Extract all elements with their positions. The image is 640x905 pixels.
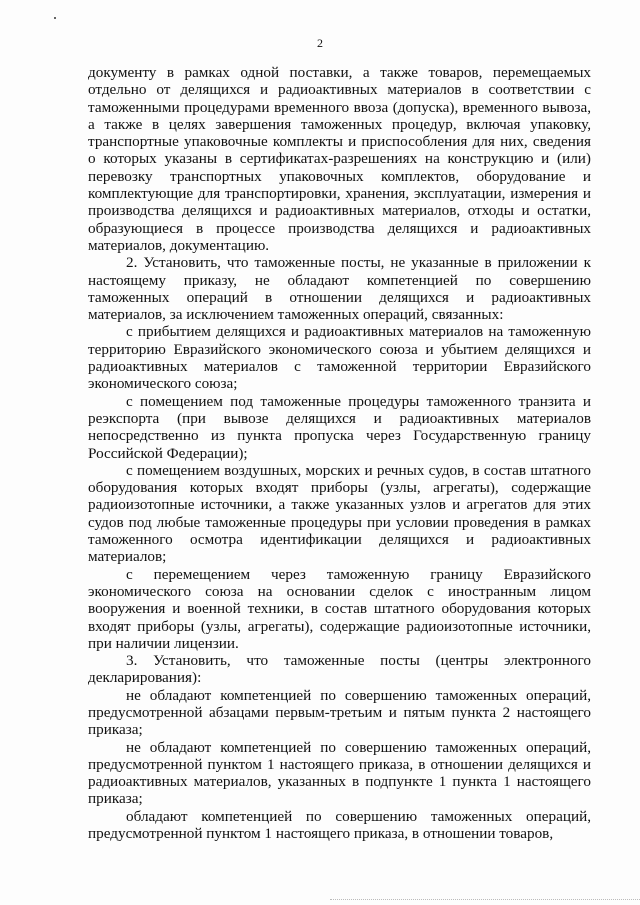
- page-number: 2: [317, 36, 323, 50]
- paragraph-has-competence: обладают компетенцией по совершению таможенных операций, предусмотренной пунктом 1 настоящего приказа, в отношении товаров,: [88, 807, 591, 843]
- paragraph-continuation: документу в рамках одной поставки, а также товаров, перемещаемых отдельно от делящихся и радиоактивных материалов в соответствии с таможенными процедурами временного ввоза (допуска), временного вывоза, а также в целях завершения таможенных процедур, включая упаковку, транспортные упаковочные комплекты и приспособления для них, сведения о которых указаны в сертификатах-разрешениях на конструкцию и (или) перевозку транспортных упаковочных комплектов, оборудование и комплектующие для транспортировки, хранения, эксплуатации, измерения и производства делящихся и радиоактивных материалов, отходы и остатки, образующиеся в процессе производства делящихся и радиоактивных материалов, документацию.: [88, 64, 591, 254]
- document-body: [88, 64, 591, 842]
- scan-edge-line: [330, 899, 640, 901]
- paragraph-item-3: 3. Установить, что таможенные посты (центры электронного декларирования):: [88, 652, 591, 687]
- paragraph-arrival-departure: с прибытием делящихся и радиоактивных материалов на таможенную территорию Евразийского экономического союза и убытием делящихся и радиоактивных материалов с таможенной территории Евразийского экономического союза;: [88, 323, 591, 393]
- paragraph-weapons: с перемещением через таможенную границу Евразийского экономического союза на основании сделок с иностранным лицом вооружения и военной техники, в состав штатного оборудования которых входят приборы (узлы, агрегаты), содержащие радиоизотопные источники, при наличии лицензии.: [88, 565, 591, 652]
- scan-speck: [54, 17, 56, 19]
- paragraph-vessels: с помещением воздушных, морских и речных судов, в состав штатного оборудования которых входят приборы (узлы, агрегаты), содержащие радиоизотопные источники, а также указанных узлов и агрегатов для этих судов под любые таможенные процедуры при условии проведения в рамках таможенного осмотра идентификации делящихся и радиоактивных материалов;: [88, 461, 591, 566]
- paragraph-no-competence-1: не обладают компетенцией по совершению таможенных операций, предусмотренной абзацами первым-третьим и пятым пункта 2 настоящего приказа;: [88, 686, 591, 739]
- paragraph-transit-reexport: с помещением под таможенные процедуры таможенного транзита и реэкспорта (при вывозе делящихся и радиоактивных материалов непосредственно из пункта пропуска через Государственную границу Российской Федерации);: [88, 392, 591, 462]
- paragraph-no-competence-2: не обладают компетенцией по совершению таможенных операций, предусмотренной пунктом 1 настоящего приказа, в отношении делящихся и радиоактивных материалов, указанных в подпункте 1 пункта 1 настоящего приказа;: [88, 738, 591, 808]
- paragraph-item-2: 2. Установить, что таможенные посты, не указанные в приложении к настоящему приказу, не обладают компетенцией по совершению таможенных операций в отношении делящихся и радиоактивных материалов, за исключением таможенных операций, связанных:: [88, 254, 591, 324]
